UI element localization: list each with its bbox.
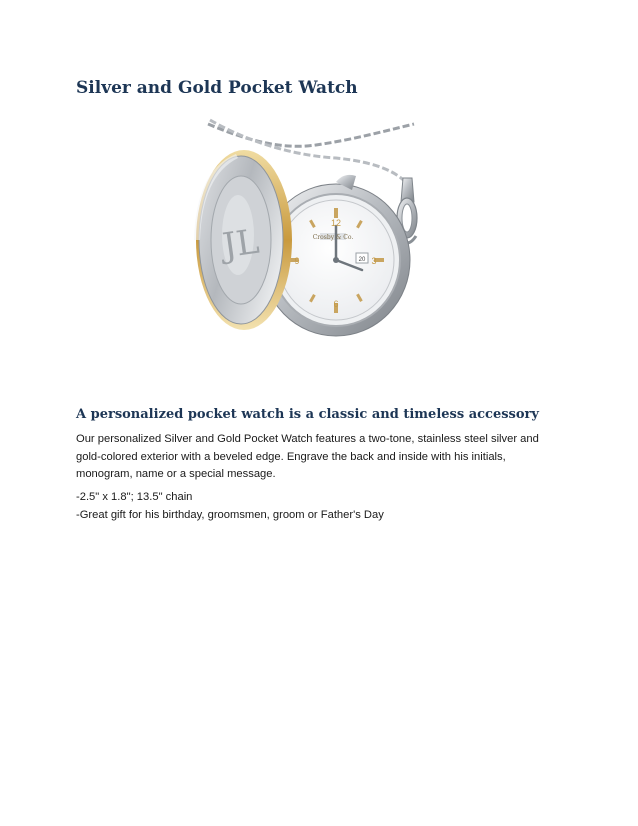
description-line: Our personalized Silver and Gold Pocket Watch features a two-tone, stainless steel silver and — [76, 433, 539, 445]
spec-gift-occasions: -Great gift for his birthday, groomsmen, groom or Father's Day — [76, 508, 384, 521]
watch-brand-label: Crosby & Co. — [312, 234, 354, 241]
pocket-watch-image — [186, 110, 436, 345]
product-description — [76, 431, 576, 484]
hour-numeral: 6 — [333, 299, 339, 309]
spec-dimensions: -2.5" x 1.8"; 13.5" chain — [76, 491, 193, 503]
monogram-engraving: JL — [220, 221, 262, 267]
hour-numeral: 12 — [330, 218, 342, 228]
product-specs — [76, 489, 384, 524]
section-heading: A personalized pocket watch is a classic and timeless accessory — [76, 407, 539, 422]
hour-numeral: 9 — [294, 256, 300, 266]
hour-numeral: 3 — [371, 256, 377, 266]
date-window-value: 20 — [358, 257, 366, 263]
page-title: Silver and Gold Pocket Watch — [76, 78, 358, 98]
description-line: monogram, name or a special message. — [76, 468, 276, 481]
description-line: gold-colored exterior with a beveled edge. Engrave the back and inside with his initials, — [76, 450, 506, 463]
